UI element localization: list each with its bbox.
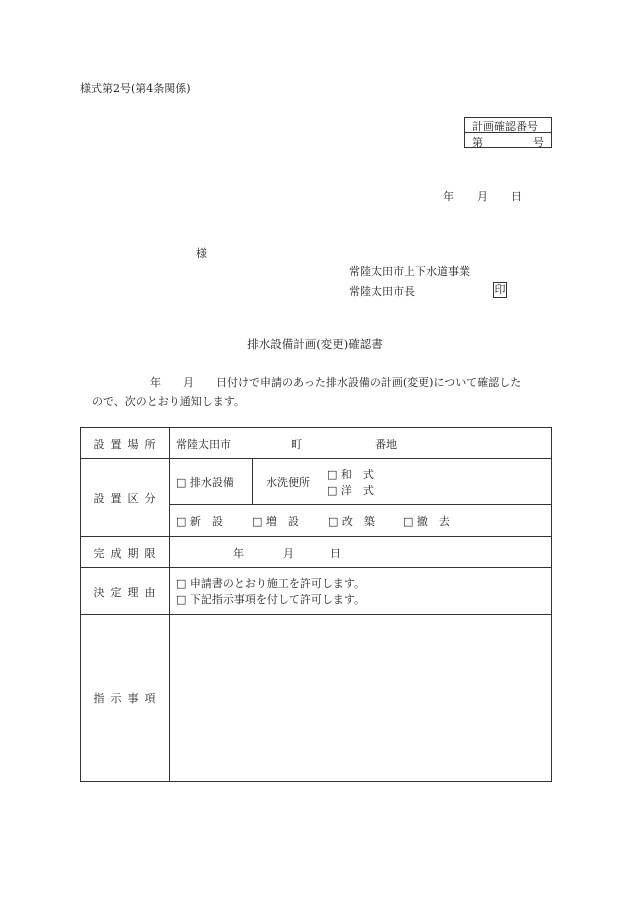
document-title: 排水設備計画(変更)確認書 [247,337,383,351]
removal-checkbox[interactable]: □ 撤 去 [403,515,450,528]
location-lot: 番地 [375,438,397,451]
renovation-checkbox[interactable]: □ 改 築 [328,515,375,528]
location-city: 常陸太田市 [176,438,231,451]
plan-confirmation-label: 計画確認番号 [472,120,538,133]
issuer-title: 常陸太田市長 [349,285,415,298]
plan-number-suffix: 号 [533,136,544,149]
deadline-label: 完成期限 [93,547,162,560]
toilet-western-checkbox[interactable]: □ 洋 式 [327,484,374,497]
form-number: 様式第2号(第4条関係) [80,82,191,95]
deadline-day: 日 [330,547,341,560]
instructions-label: 指示事項 [93,692,162,705]
issuer-organization: 常陸太田市上下水道事業 [349,265,470,278]
instructions-area[interactable] [172,618,548,778]
location-town: 町 [291,438,302,451]
new-checkbox[interactable]: □ 新 設 [176,515,223,528]
location-label: 設置場所 [93,438,162,451]
toilet-japanese-checkbox[interactable]: □ 和 式 [327,468,374,481]
deadline-month: 月 [283,547,294,560]
drainage-checkbox[interactable]: □ 排水設備 [176,476,234,489]
date-month: 月 [477,190,488,203]
date-year: 年 [443,190,454,203]
addressee-suffix: 様 [196,247,207,260]
reason-option-1[interactable]: □ 申請書のとおり施工を許可します。 [176,577,366,590]
plan-number-prefix: 第 [472,136,483,149]
seal-box: 印 [494,283,506,296]
category-label: 設置区分 [93,492,162,505]
deadline-year: 年 [233,547,244,560]
intro-line-2: ので、次のとおり通知します。 [92,395,245,408]
flush-toilet-label: 水洗便所 [266,476,310,489]
extension-checkbox[interactable]: □ 増 設 [252,515,299,528]
reason-label: 決定理由 [93,586,162,599]
date-day: 日 [511,190,522,203]
intro-line-1: 年 月 日付けで申請のあった排水設備の計画(変更)について確認した [150,376,522,389]
reason-option-2[interactable]: □ 下記指示事項を付して許可します。 [176,593,366,606]
